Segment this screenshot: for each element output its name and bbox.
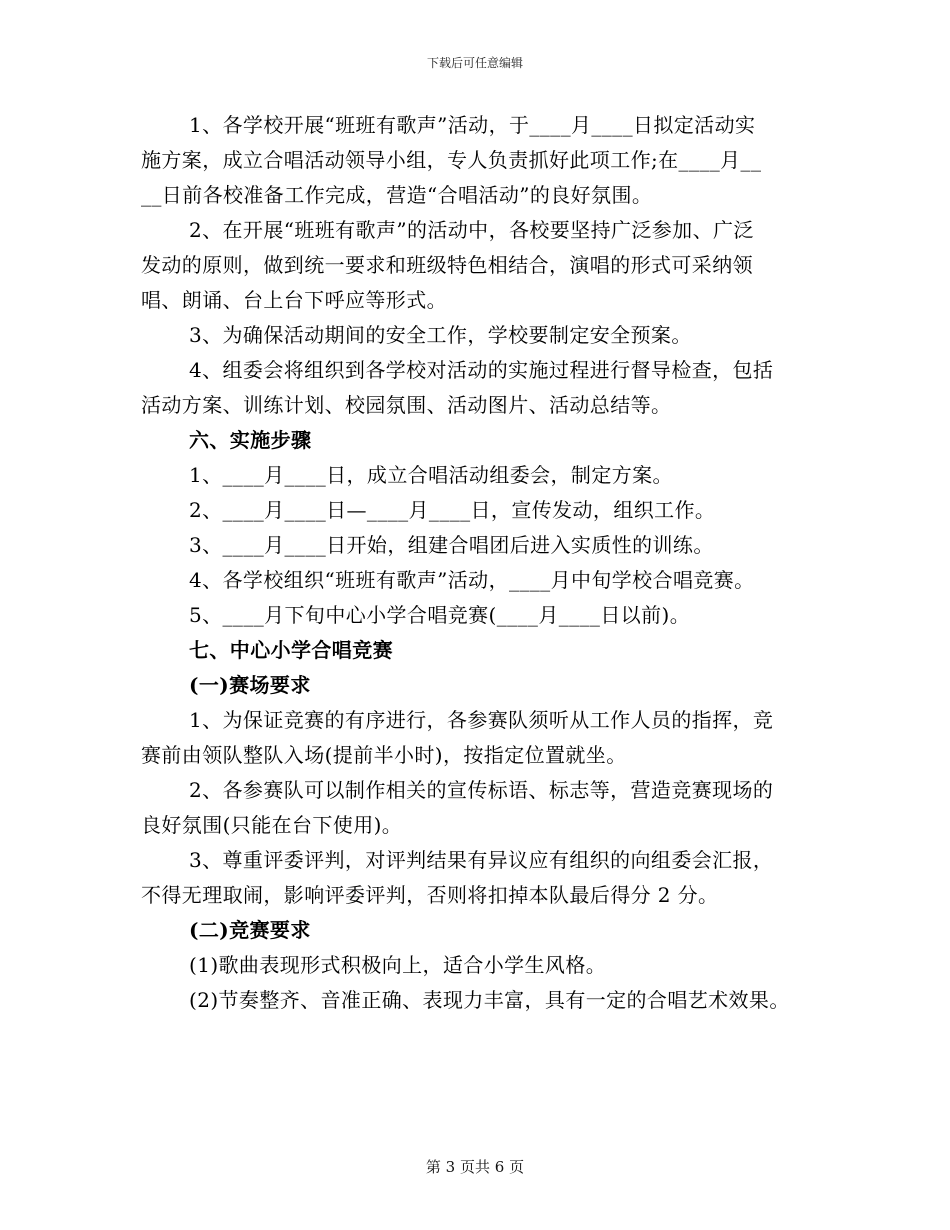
- text-line: 良好氛围(只能在台下使用)。: [141, 813, 403, 837]
- text-line: 1、各学校开展“班班有歌声”活动，于____月____日拟定活动实: [189, 113, 756, 137]
- text-line: 5、____月下旬中心小学合唱竞赛(____月____日以前)。: [189, 603, 691, 627]
- page-footer: 第 3 页共 6 页: [425, 1158, 525, 1176]
- subsection-heading: (一)赛场要求: [189, 673, 311, 697]
- text-line: 不得无理取闹，影响评委评判，否则将扣掉本队最后得分 2 分。: [141, 883, 719, 907]
- document-body: [141, 108, 821, 1018]
- text-line: 2、____月____日—____月____日，宣传发动，组织工作。: [189, 498, 716, 522]
- text-line: 3、____月____日开始，组建合唱团后进入实质性的训练。: [189, 533, 714, 557]
- text-line: 施方案，成立合唱活动领导小组，专人负责抓好此项工作;在____月__: [141, 148, 762, 172]
- text-line: 2、在开展“班班有歌声”的活动中，各校要坚持广泛参加、广泛: [189, 218, 754, 242]
- page-header: 下载后可任意编辑: [426, 56, 523, 70]
- text-line: 活动方案、训练计划、校园氛围、活动图片、活动总结等。: [141, 393, 672, 417]
- section-heading: 六、实施步骤: [189, 428, 312, 452]
- text-line: 4、各学校组织“班班有歌声”活动，____月中旬学校合唱竞赛。: [189, 568, 755, 592]
- text-line: 2、各参赛队可以制作相关的宣传标语、标志等，营造竞赛现场的: [189, 778, 774, 802]
- text-line: 赛前由领队整队入场(提前半小时)，按指定位置就坐。: [141, 743, 627, 767]
- text-line: 3、尊重评委评判，对评判结果有异议应有组织的向组委会汇报，: [189, 848, 774, 872]
- text-line: 1、____月____日，成立合唱活动组委会，制定方案。: [189, 463, 673, 487]
- text-line: 4、组委会将组织到各学校对活动的实施过程进行督导检查，包括: [189, 358, 774, 382]
- text-line: __日前各校准备工作完成，营造“合唱活动”的良好氛围。: [141, 183, 653, 207]
- text-line: (2)节奏整齐、音准正确、表现力丰富，具有一定的合唱艺术效果。: [189, 988, 790, 1012]
- text-line: (1)歌曲表现形式积极向上，适合小学生风格。: [189, 953, 607, 977]
- text-line: 发动的原则，做到统一要求和班级特色相结合，演唱的形式可采纳领: [141, 253, 753, 277]
- text-line: 唱、朗诵、台上台下呼应等形式。: [141, 288, 447, 312]
- text-line: 3、为确保活动期间的安全工作，学校要制定安全预案。: [189, 323, 692, 347]
- text-line: 1、为保证竞赛的有序进行，各参赛队须听从工作人员的指挥，竞: [189, 708, 774, 732]
- subsection-heading: (二)竞赛要求: [189, 918, 311, 942]
- section-heading: 七、中心小学合唱竞赛: [189, 638, 393, 662]
